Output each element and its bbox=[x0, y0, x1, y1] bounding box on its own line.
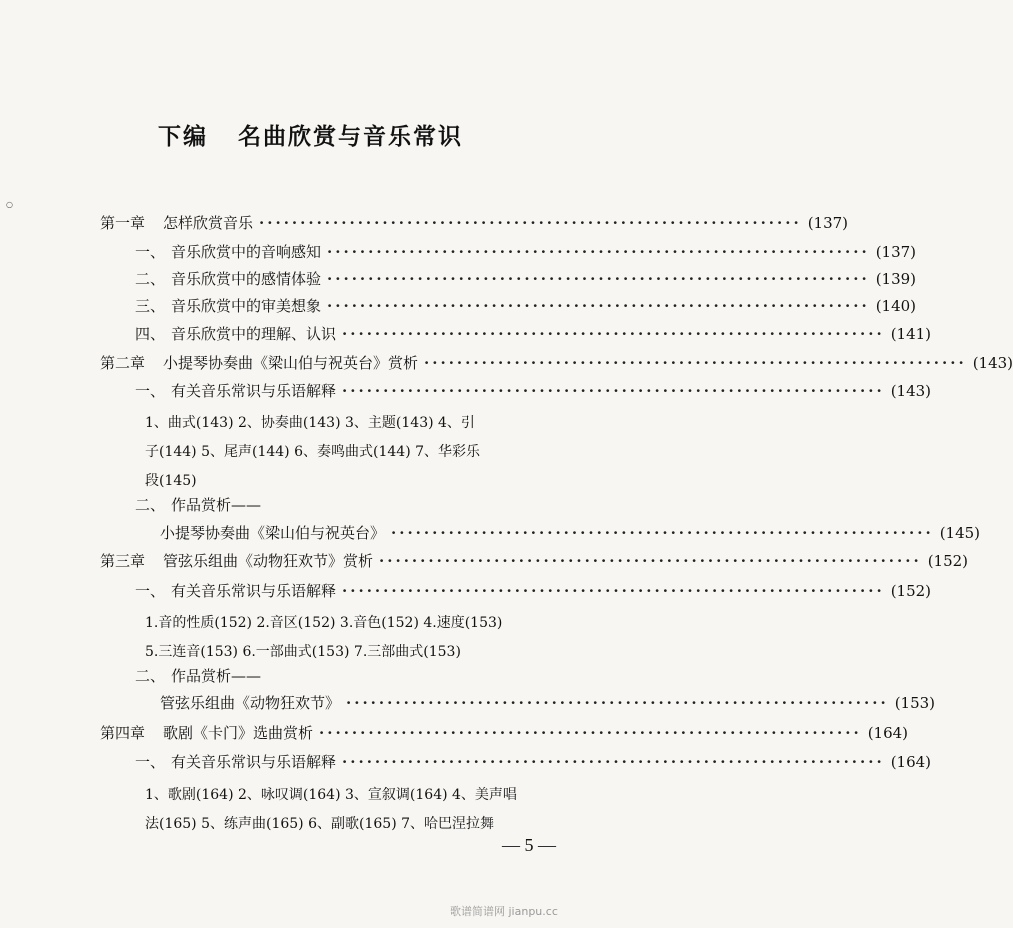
toc-work bbox=[160, 522, 981, 544]
section-title: 有关音乐常识与乐语解释 bbox=[171, 582, 337, 600]
toc-work bbox=[160, 692, 936, 714]
watermark: 歌谱简谱网 jianpu.cc bbox=[450, 905, 558, 918]
section-label: 二、 bbox=[135, 270, 166, 288]
toc-section bbox=[135, 380, 932, 402]
toc-section bbox=[135, 295, 917, 317]
term-line: 1、曲式(143) 2、协奏曲(143) 3、主题(143) 4、引 bbox=[145, 415, 475, 431]
term-line: 法(165) 5、练声曲(165) 6、副歌(165) 7、哈巴涅拉舞 bbox=[145, 816, 495, 832]
section-label: 一、 bbox=[135, 243, 166, 261]
page-ref: (141) bbox=[890, 325, 932, 343]
leader-dots: ·································································· bbox=[424, 354, 967, 372]
chapter-title: 管弦乐组曲《动物狂欢节》赏析 bbox=[163, 552, 374, 570]
section-title: 音乐欣赏中的音响感知 bbox=[171, 243, 322, 261]
page-ref: (152) bbox=[890, 582, 932, 600]
term-line: 1.音的性质(152) 2.音区(152) 3.音色(152) 4.速度(153) bbox=[145, 615, 503, 631]
chapter-title: 歌剧《卡门》选曲赏析 bbox=[163, 724, 314, 742]
section-title: 音乐欣赏中的审美想象 bbox=[171, 297, 322, 315]
page-ref: (143) bbox=[972, 354, 1013, 372]
toc-chapter-4 bbox=[100, 722, 909, 744]
chapter-label: 第一章 bbox=[100, 214, 146, 232]
chapter-label: 第三章 bbox=[100, 552, 146, 570]
page-ref: (164) bbox=[890, 753, 932, 771]
page-ref: (143) bbox=[890, 382, 932, 400]
section-title: 作品赏析—— bbox=[171, 496, 262, 514]
page-ref: (152) bbox=[927, 552, 969, 570]
page-ref: (137) bbox=[807, 214, 849, 232]
section-label: 二、 bbox=[135, 667, 166, 685]
leader-dots: ·································································· bbox=[342, 582, 885, 600]
toc-section bbox=[135, 494, 586, 516]
toc-section bbox=[135, 751, 932, 773]
chapter-title: 小提琴协奏曲《梁山伯与祝英台》赏析 bbox=[163, 354, 419, 372]
chapter-label: 第二章 bbox=[100, 354, 146, 372]
work-title: 小提琴协奏曲《梁山伯与祝英台》 bbox=[160, 524, 386, 542]
page-number: — 5 — bbox=[502, 835, 556, 855]
page-title: 下编 名曲欣赏与音乐常识 bbox=[157, 124, 464, 150]
section-title: 作品赏析—— bbox=[171, 667, 262, 685]
leader-dots: ·································································· bbox=[259, 214, 802, 232]
scan-mark: ○ bbox=[6, 200, 13, 209]
leader-dots: ·································································· bbox=[379, 552, 922, 570]
section-label: 一、 bbox=[135, 382, 166, 400]
leader-dots: ·································································· bbox=[327, 297, 870, 315]
toc-section bbox=[135, 580, 932, 602]
term-line: 1、歌剧(164) 2、咏叹调(164) 3、宣叙调(164) 4、美声唱 bbox=[145, 787, 517, 803]
section-label: 二、 bbox=[135, 496, 166, 514]
section-label: 四、 bbox=[135, 325, 166, 343]
page-ref: (140) bbox=[875, 297, 917, 315]
leader-dots: ·································································· bbox=[342, 753, 885, 771]
leader-dots: ·································································· bbox=[327, 270, 870, 288]
toc-section bbox=[135, 665, 586, 687]
leader-dots: ·································································· bbox=[346, 694, 889, 712]
toc-section bbox=[135, 323, 932, 345]
toc-section bbox=[135, 268, 917, 290]
section-title: 有关音乐常识与乐语解释 bbox=[171, 753, 337, 771]
section-label: 三、 bbox=[135, 297, 166, 315]
toc-chapter-3 bbox=[100, 550, 969, 572]
leader-dots: ·································································· bbox=[327, 243, 870, 261]
page-ref: (139) bbox=[875, 270, 917, 288]
section-title: 音乐欣赏中的感情体验 bbox=[171, 270, 322, 288]
term-line: 段(145) bbox=[145, 473, 197, 489]
toc-chapter-1 bbox=[100, 212, 849, 234]
chapter-label: 第四章 bbox=[100, 724, 146, 742]
leader-dots: ·································································· bbox=[342, 325, 885, 343]
page-ref: (164) bbox=[867, 724, 909, 742]
leader-dots: ·································································· bbox=[319, 724, 862, 742]
leader-dots: ·································································· bbox=[342, 382, 885, 400]
section-title: 音乐欣赏中的理解、认识 bbox=[171, 325, 337, 343]
page-ref: (153) bbox=[894, 694, 936, 712]
page-ref: (137) bbox=[875, 243, 917, 261]
page-ref: (145) bbox=[939, 524, 981, 542]
toc-chapter-2 bbox=[100, 352, 1013, 374]
section-title: 有关音乐常识与乐语解释 bbox=[171, 382, 337, 400]
term-line: 5.三连音(153) 6.一部曲式(153) 7.三部曲式(153) bbox=[145, 644, 461, 660]
leader-dots: ·································································· bbox=[391, 524, 934, 542]
toc-section bbox=[135, 241, 917, 263]
work-title: 管弦乐组曲《动物狂欢节》 bbox=[160, 694, 341, 712]
section-label: 一、 bbox=[135, 753, 166, 771]
term-line: 子(144) 5、尾声(144) 6、奏鸣曲式(144) 7、华彩乐 bbox=[145, 444, 481, 460]
chapter-title: 怎样欣赏音乐 bbox=[163, 214, 254, 232]
section-label: 一、 bbox=[135, 582, 166, 600]
